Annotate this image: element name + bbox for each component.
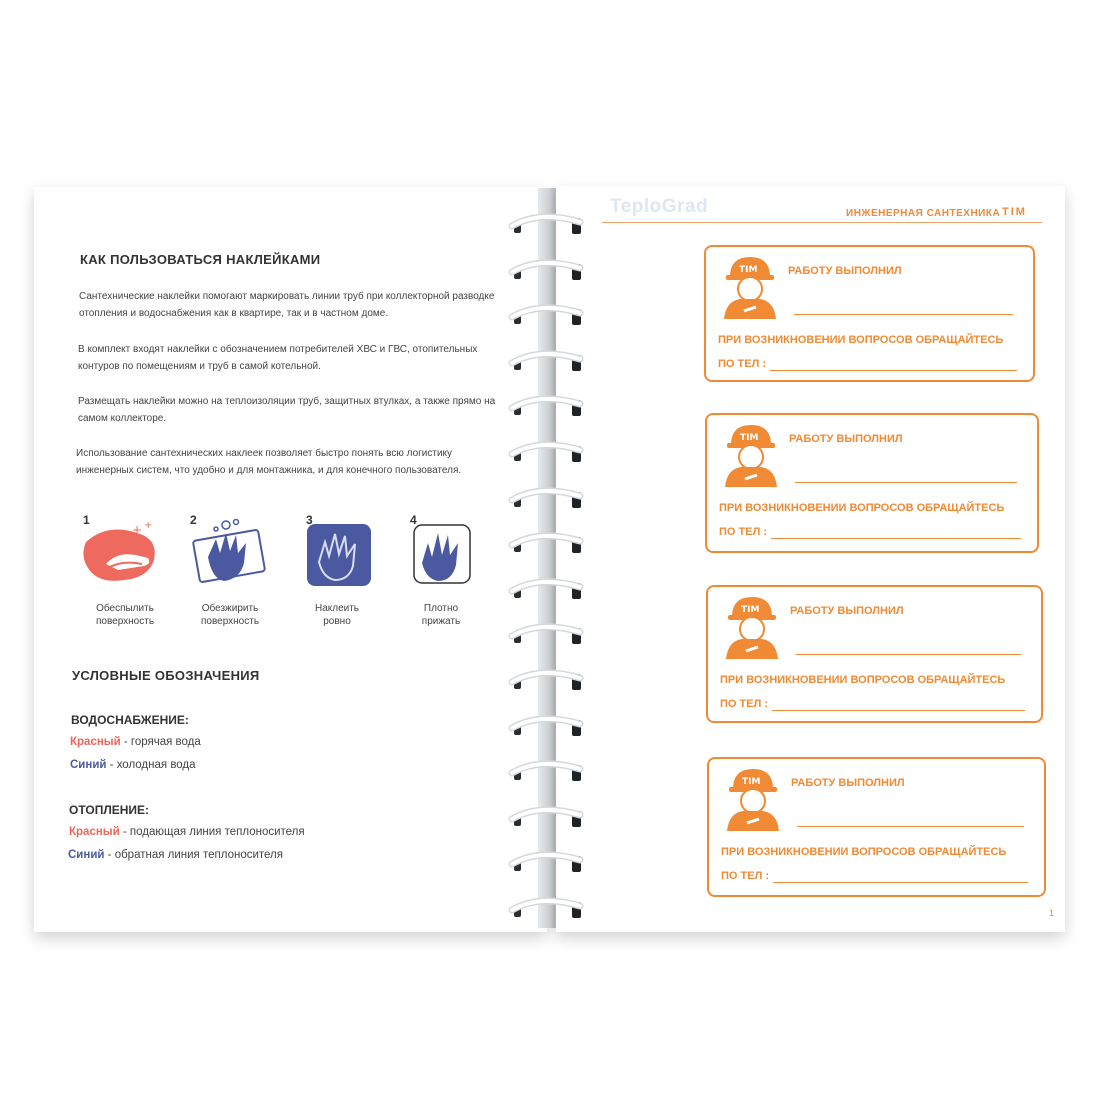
step-3-caption-line1: Наклеить	[314, 603, 360, 614]
spiral-ring	[500, 577, 610, 603]
spiral-ring	[500, 303, 610, 329]
step-2-number: 2	[190, 513, 197, 527]
worker-icon	[722, 593, 780, 661]
paragraph-3: Размещать наклейки можно на теплоизоляции труб, защитных втулках, а также прямо на самом коллекторе.	[78, 396, 496, 424]
heating-supply-line	[69, 826, 305, 838]
spiral-ring	[500, 805, 610, 831]
sticker-tel-label: ПО ТЕЛ :	[720, 698, 769, 710]
step-1-caption-line2: поверхность	[95, 616, 155, 627]
name-underline	[794, 314, 1013, 315]
heating-return-line	[68, 849, 283, 861]
spiral-ring	[500, 212, 610, 238]
sticker-title: РАБОТУ ВЫПОЛНИЛ	[788, 265, 902, 277]
water-hot-line	[70, 736, 201, 748]
contact-sticker	[707, 757, 1046, 897]
step-3-caption-line2: ровно	[323, 616, 351, 627]
spiral-ring	[500, 349, 610, 375]
sticker-tel-label: ПО ТЕЛ :	[718, 358, 767, 370]
cap-label: TIM	[739, 265, 758, 275]
svg-text:+: +	[144, 520, 153, 531]
sticker-title: РАБОТУ ВЫПОЛНИЛ	[789, 433, 903, 445]
supply-text: - подающая линия теплоносителя	[119, 826, 305, 838]
header-text: ИНЖЕНЕРНАЯ САНТЕХНИКА	[846, 208, 1001, 219]
heating-heading: ОТОПЛЕНИЕ:	[69, 803, 150, 817]
contact-sticker	[704, 245, 1035, 382]
paragraph-1: Сантехнические наклейки помогают маркировать линии труб при коллекторной разводке отопления и водоснабжения как в квартире, так и в частном доме.	[79, 291, 495, 319]
degrease-hand-icon	[186, 517, 276, 589]
spiral-ring	[500, 440, 610, 466]
worker-icon	[723, 765, 781, 833]
sticker-question: ПРИ ВОЗНИКНОВЕНИИ ВОПРОСОВ ОБРАЩАЙТЕСЬ	[720, 674, 1006, 686]
spiral-ring	[500, 486, 610, 512]
spiral-ring	[500, 258, 610, 284]
teplograd-watermark: TeploGrad	[610, 196, 709, 217]
sticker-question: ПРИ ВОЗНИКНОВЕНИИ ВОПРОСОВ ОБРАЩАЙТЕСЬ	[718, 334, 1004, 346]
worker-icon	[721, 421, 779, 489]
step-2-caption-line2: поверхность	[200, 616, 260, 627]
phone-underline	[773, 882, 1028, 883]
step-3-number: 3	[306, 513, 313, 527]
phone-underline	[770, 370, 1017, 371]
page-title: КАК ПОЛЬЗОВАТЬСЯ НАКЛЕЙКАМИ	[80, 252, 321, 267]
hot-color-word: Красный	[70, 736, 121, 748]
left-page	[34, 187, 547, 932]
hot-water-text: - горячая вода	[120, 736, 201, 748]
contact-sticker	[705, 413, 1039, 553]
spiral-ring	[500, 668, 610, 694]
name-underline	[795, 482, 1017, 483]
spiral-ring	[500, 531, 610, 557]
return-text: - обратная линия теплоносителя	[104, 849, 283, 861]
cloth-wipe-icon	[78, 520, 168, 590]
supply-color-word: Красный	[69, 826, 120, 838]
paragraph-2: В комплект входят наклейки с обозначением потребителей ХВС и ГВС, отопительных контуров по помещениям и труб в самой котельной.	[78, 344, 478, 372]
cap-label: TIM	[741, 605, 760, 615]
sticker-question: ПРИ ВОЗНИКНОВЕНИИ ВОПРОСОВ ОБРАЩАЙТЕСЬ	[721, 846, 1007, 858]
step-1-caption	[75, 602, 175, 628]
paragraph-4: Использование сантехнических наклеек позволяет быстро понять всю логистику инженерных систем, что удобно и для монтажника, и для конечного пользователя.	[76, 448, 462, 476]
sticker-question: ПРИ ВОЗНИКНОВЕНИИ ВОПРОСОВ ОБРАЩАЙТЕСЬ	[719, 502, 1005, 514]
spiral-ring	[500, 622, 610, 648]
step-1-number: 1	[83, 513, 90, 527]
water-cold-line	[70, 759, 196, 771]
cold-color-word: Синий	[70, 759, 107, 771]
spiral-ring	[500, 850, 610, 876]
phone-underline	[772, 710, 1025, 711]
cap-label: TIM	[742, 777, 761, 787]
spiral-ring	[500, 714, 610, 740]
step-4-caption-line1: Плотно	[423, 603, 459, 614]
page-number: 1	[1049, 908, 1055, 918]
step-2-caption	[180, 602, 280, 628]
spiral-ring	[500, 759, 610, 785]
phone-underline	[771, 538, 1021, 539]
step-4-number: 4	[410, 513, 417, 527]
step-4-caption	[391, 602, 491, 628]
spiral-ring	[500, 394, 610, 420]
sticker-title: РАБОТУ ВЫПОЛНИЛ	[790, 605, 904, 617]
spiral-ring	[500, 896, 610, 922]
press-hand-icon	[412, 523, 474, 589]
name-underline	[797, 826, 1024, 827]
return-color-word: Синий	[68, 849, 105, 861]
water-heading: ВОДОСНАБЖЕНИЕ:	[71, 713, 189, 727]
sticker-title: РАБОТУ ВЫПОЛНИЛ	[791, 777, 905, 789]
sticker-tel-label: ПО ТЕЛ :	[721, 870, 770, 882]
worker-icon	[720, 253, 778, 321]
legend-title: УСЛОВНЫЕ ОБОЗНАЧЕНИЯ	[72, 668, 260, 683]
tim-brand-logo: TIM	[1002, 206, 1027, 218]
step-3-caption	[287, 602, 387, 628]
hand-on-sticker-icon	[305, 522, 375, 590]
sticker-tel-label: ПО ТЕЛ :	[719, 526, 768, 538]
step-1-caption-line1: Обеспылить	[96, 603, 154, 614]
step-4-caption-line2: прижать	[421, 616, 461, 627]
svg-text:+: +	[132, 523, 143, 537]
cap-label: TIM	[740, 433, 759, 443]
header-divider	[602, 222, 1042, 223]
contact-sticker	[706, 585, 1043, 723]
cold-water-text: - холодная вода	[106, 759, 196, 771]
name-underline	[796, 654, 1021, 655]
step-2-caption-line1: Обезжирить	[201, 603, 259, 614]
